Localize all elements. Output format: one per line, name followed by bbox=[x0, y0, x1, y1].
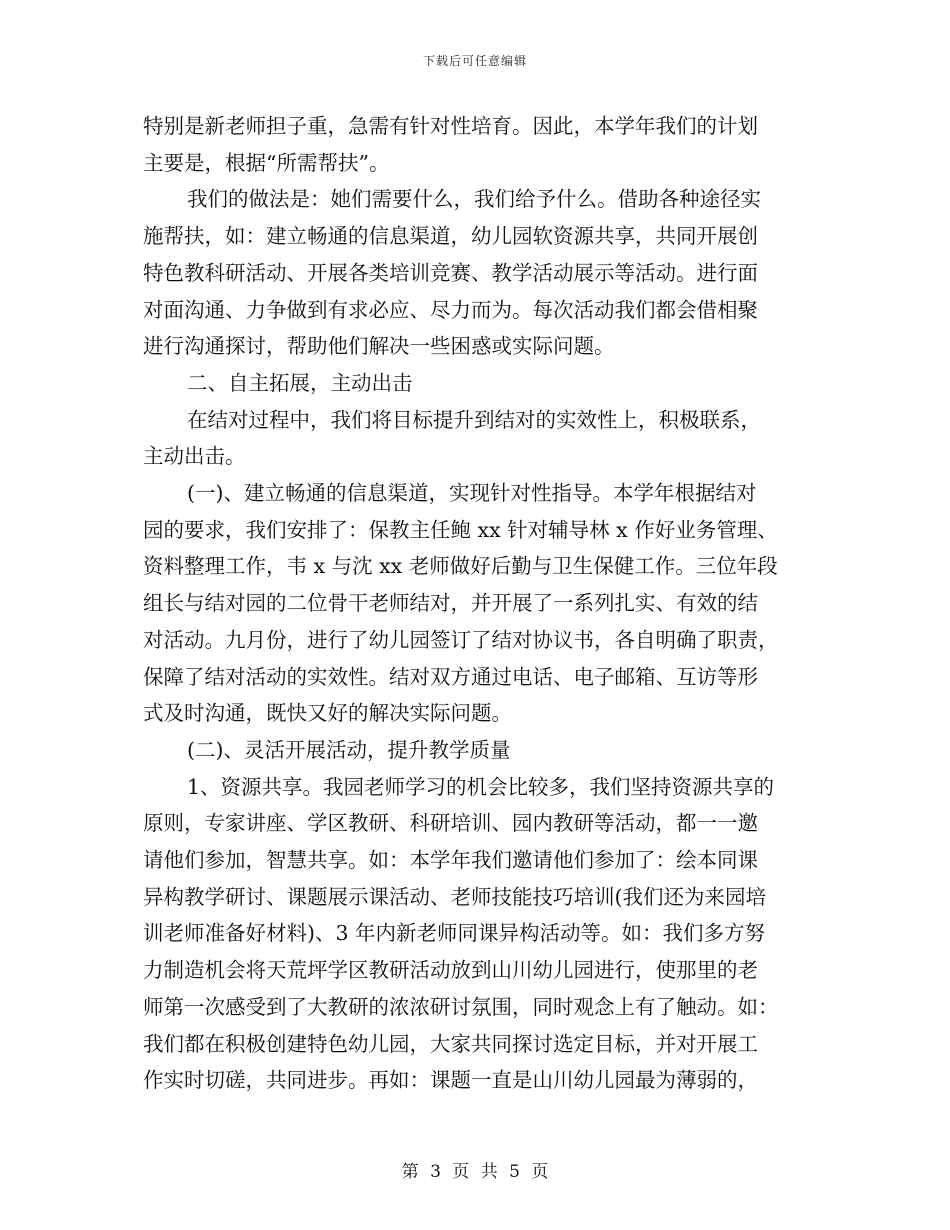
text-line: 在结对过程中，我们将目标提升到结对的实效性上，积极联系， bbox=[187, 407, 761, 432]
text-line: 请他们参加，智慧共享。如：本学年我们邀请他们参加了：绘本同课 bbox=[143, 848, 758, 873]
text-line: 对面沟通、力争做到有求必应、尽力而为。每次活动我们都会借相聚 bbox=[143, 297, 758, 322]
text-line: 原则，专家讲座、学区教研、科研培训、园内教研等活动，都一一邀 bbox=[143, 811, 758, 836]
text-line: 我们都在积极创建特色幼儿园，大家共同探讨选定目标，并对开展工 bbox=[143, 1031, 758, 1056]
body-text bbox=[143, 108, 810, 1099]
text-line: 作实时切磋，共同进步。再如：课题一直是山川幼儿园最为薄弱的， bbox=[143, 1068, 758, 1093]
text-line: 保障了结对活动的实效性。结对双方通过电话、电子邮箱、互访等形 bbox=[143, 664, 758, 689]
text-line: 组长与结对园的二位骨干老师结对，并开展了一系列扎实、有效的结 bbox=[143, 591, 758, 616]
text-line: 园的要求，我们安排了：保教主任鲍 xx 针对辅导林 x 作好业务管理、 bbox=[143, 517, 778, 542]
text-line: 进行沟通探讨，帮助他们解决一些困惑或实际问题。 bbox=[143, 334, 615, 359]
page-footer: 第 3 页 共 5 页 bbox=[401, 1162, 549, 1182]
text-line: (二)、灵活开展活动，提升教学质量 bbox=[187, 737, 511, 762]
text-line: 主动出击。 bbox=[143, 444, 246, 469]
text-line: 训老师准备好材料)、3 年内新老师同课异构活动等。如：我们多方努 bbox=[143, 921, 766, 946]
text-line: 特色教科研活动、开展各类培训竞赛、教学活动展示等活动。进行面 bbox=[143, 260, 758, 285]
text-line: (一)、建立畅通的信息渠道，实现针对性指导。本学年根据结对 bbox=[187, 481, 757, 506]
text-line: 对活动。九月份，进行了幼儿园签订了结对协议书，各自明确了职责， bbox=[143, 627, 779, 652]
page-header: 下载后可任意编辑 bbox=[422, 54, 527, 68]
text-line: 师第一次感受到了大教研的浓浓研讨氛围，同时观念上有了触动。如： bbox=[143, 994, 779, 1019]
text-line: 资料整理工作，韦 x 与沈 xx 老师做好后勤与卫生保健工作。三位年段 bbox=[143, 554, 778, 579]
text-line: 1、资源共享。我园老师学习的机会比较多，我们坚持资源共享的 bbox=[187, 774, 775, 799]
text-line: 二、自主拓展，主动出击 bbox=[187, 370, 413, 395]
text-line: 主要是，根据“所需帮扶”。 bbox=[143, 150, 390, 175]
text-line: 力制造机会将天荒坪学区教研活动放到山川幼儿园进行，使那里的老 bbox=[143, 958, 758, 983]
text-line: 异构教学研讨、课题展示课活动、老师技能技巧培训(我们还为来园培 bbox=[143, 884, 766, 909]
text-line: 特别是新老师担子重，急需有针对性培育。因此，本学年我们的计划 bbox=[143, 114, 758, 138]
text-line: 施帮扶，如：建立畅通的信息渠道，幼儿园软资源共享，共同开展创 bbox=[143, 224, 758, 249]
text-line: 式及时沟通，既快又好的解决实际问题。 bbox=[143, 701, 512, 726]
text-line: 我们的做法是：她们需要什么，我们给予什么。借助各种途径实 bbox=[187, 187, 761, 212]
